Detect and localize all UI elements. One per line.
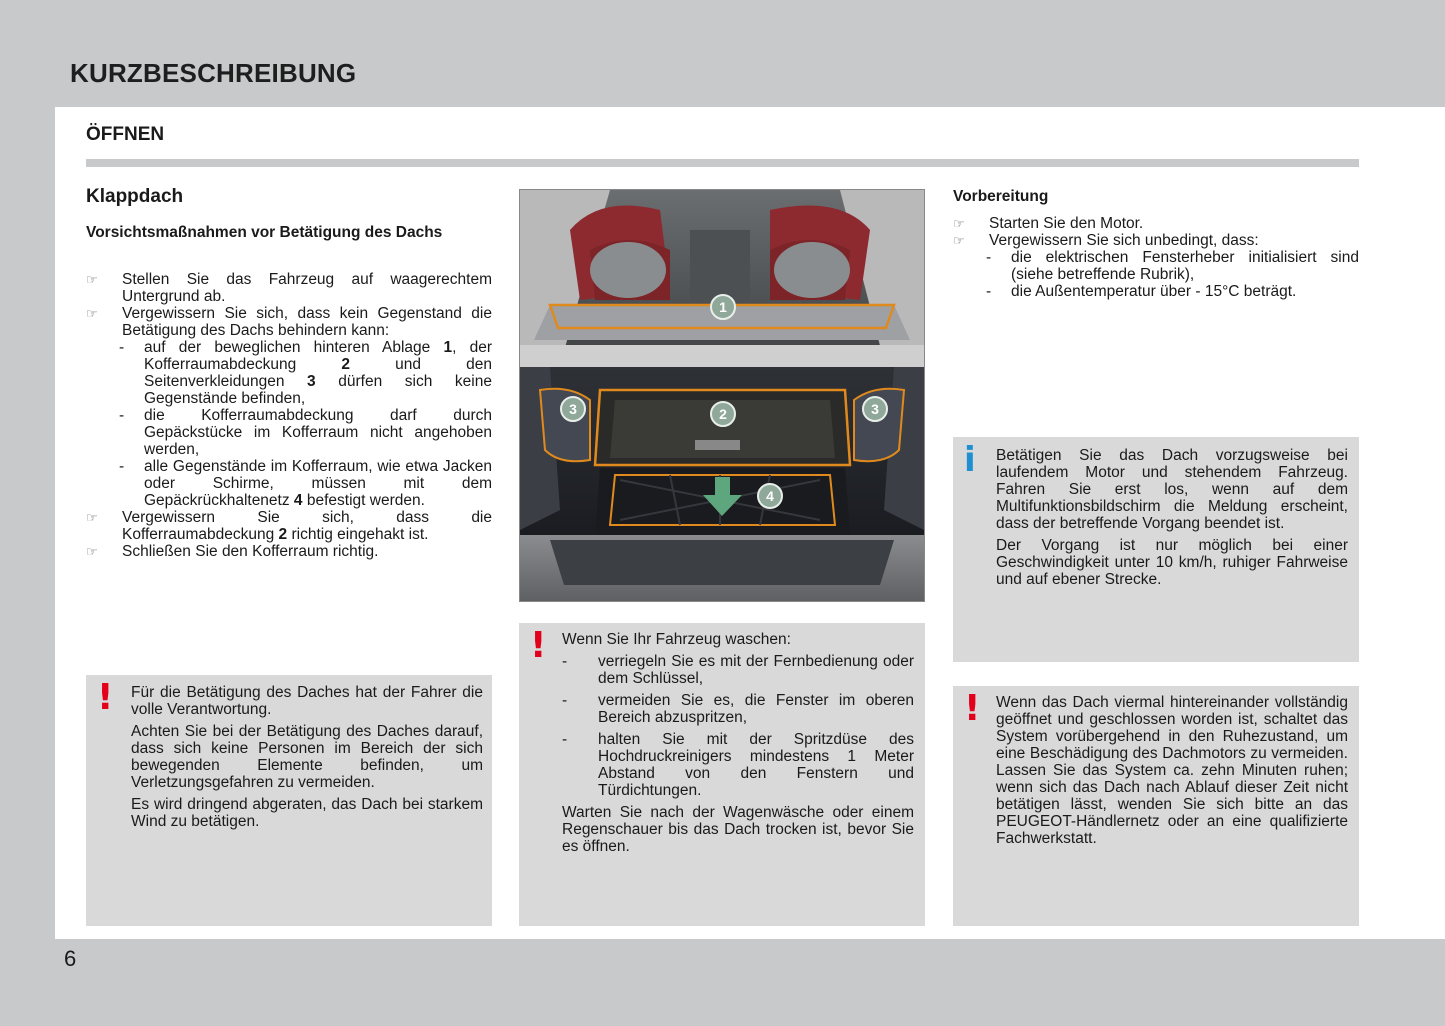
section-divider — [86, 159, 1359, 167]
info-text: Der Vorgang ist nur möglich bei einer Geschwindigkeit unter 10 km/h, ruhiger Fahrweise und auf ebener Strecke. — [996, 537, 1348, 588]
warning-box-car-wash — [519, 623, 925, 926]
list-subitem: - verriegeln Sie es mit der Fernbedienung oder dem Schlüssel, — [562, 653, 914, 687]
left-instructions — [86, 271, 492, 560]
page-number: 6 — [64, 946, 77, 971]
callout-4 — [758, 484, 782, 508]
header-title: KURZBESCHREIBUNG — [70, 58, 357, 88]
warning-text: Für die Betätigung des Daches hat der Fahrer die volle Verantwortung. — [131, 684, 483, 718]
list-subitem: - die Außentemperatur über - 15°C beträgt. — [986, 283, 1297, 300]
list-item: ☞ Stellen Sie das Fahrzeug auf waagerechtem Untergrund ab. — [86, 271, 492, 305]
warning-text: Wenn Sie Ihr Fahrzeug waschen: — [562, 631, 791, 648]
warning-icon: ! — [964, 688, 981, 729]
list-item: ☞ Vergewissern Sie sich unbedingt, dass: — [953, 232, 1259, 249]
callout-3-right — [863, 397, 887, 421]
info-icon: i — [964, 440, 976, 480]
list-item: ☞ Starten Sie den Motor. — [953, 215, 1144, 232]
svg-text:1: 1 — [719, 299, 727, 315]
list-item: ☞ Schließen Sie den Kofferraum richtig. — [86, 543, 379, 560]
hand-pointer-icon: ☞ — [86, 510, 98, 525]
hand-pointer-icon: ☞ — [953, 216, 965, 231]
heading-vorbereitung: Vorbereitung — [953, 188, 1049, 205]
right-instructions — [953, 215, 1359, 300]
car-interior-photo — [519, 189, 925, 602]
hand-pointer-icon: ☞ — [86, 272, 98, 287]
info-text: Betätigen Sie das Dach vorzugsweise bei laufendem Motor und stehendem Fahrzeug. Fahren Sie erst los, wenn auf dem Multifunktionsbildschirm die Meldung erscheint, dass der betreffende Vorgang beendet ist. — [996, 447, 1348, 532]
warning-text: Es wird dringend abgeraten, das Dach bei starkem Wind zu betätigen. — [131, 796, 483, 830]
warning-box-driver-responsibility — [86, 675, 492, 926]
list-item: ☞ Vergewissern Sie sich, dass kein Gegenstand die Betätigung des Dachs behindern kann: — [86, 305, 492, 339]
warning-text: Achten Sie bei der Betätigung des Daches darauf, dass sich keine Personen im Bereich der sich bewegenden Elemente befinden, um Verletzungsgefahren zu vermeiden. — [131, 723, 483, 791]
svg-text:3: 3 — [569, 401, 577, 417]
warning-icon: ! — [530, 625, 547, 666]
subheading-precautions: Vorsichtsmaßnahmen vor Betätigung des Dachs — [86, 224, 443, 241]
svg-text:3: 3 — [871, 401, 879, 417]
warning-box-motor-protection — [953, 686, 1359, 926]
warning-text: Warten Sie nach der Wagenwäsche oder einem Regenschauer bis das Dach trocken ist, bevor Sie es öffnen. — [562, 804, 914, 855]
hand-pointer-icon: ☞ — [953, 233, 965, 248]
svg-text:2: 2 — [719, 406, 727, 422]
list-subitem: - die Kofferraumabdeckung darf durch Gepäckstücke im Kofferraum nicht angehoben werden, — [119, 407, 492, 458]
section-title: ÖFFNEN — [86, 124, 165, 145]
warning-icon: ! — [97, 677, 114, 718]
hand-pointer-icon: ☞ — [86, 306, 98, 321]
svg-text:4: 4 — [766, 488, 774, 504]
warning-text: Wenn das Dach viermal hintereinander vollständig geöffnet und geschlossen worden ist, schaltet das System vorübergehend in den Ruhezustand, um eine Beschädigung des Dachmotors zu vermeiden. Lassen Sie das System ca. zehn Minuten ruhen; wenn sich das Dach nach Ablauf dieser Zeit nicht betätigen lässt, wenden Sie sich bitte an das PEUGEOT-Händlernetz oder an eine qualifizierte Fachwerkstatt. — [996, 694, 1348, 847]
list-item: ☞ Vergewissern Sie sich, dass die Kofferraumabdeckung 2 richtig eingehakt ist. — [86, 509, 492, 543]
hand-pointer-icon: ☞ — [86, 544, 98, 559]
info-box-operation — [953, 437, 1359, 662]
callout-1 — [711, 295, 735, 319]
list-subitem: - halten Sie mit der Spritzdüse des Hochdruckreinigers mindestens 1 Meter Abstand von den Fenstern und Türdichtungen. — [562, 731, 914, 799]
list-subitem: - die elektrischen Fensterheber initialisiert sind (siehe betreffende Rubrik), — [986, 249, 1359, 283]
list-subitem: - alle Gegenstände im Kofferraum, wie etwa Jacken oder Schirme, müssen mit dem Gepäckrückhaltenetz 4 befestigt werden. — [119, 458, 492, 509]
photo-illustration — [520, 190, 924, 601]
callout-2 — [711, 402, 735, 426]
heading-klappdach: Klappdach — [86, 186, 184, 207]
list-subitem: - auf der beweglichen hinteren Ablage 1, der Kofferraumabdeckung 2 und den Seitenverkleidungen 3 dürfen sich keine Gegenstände befinden, — [119, 339, 493, 407]
callout-3-left — [561, 397, 585, 421]
list-subitem: - vermeiden Sie es, die Fenster im oberen Bereich abzuspritzen, — [562, 692, 914, 726]
